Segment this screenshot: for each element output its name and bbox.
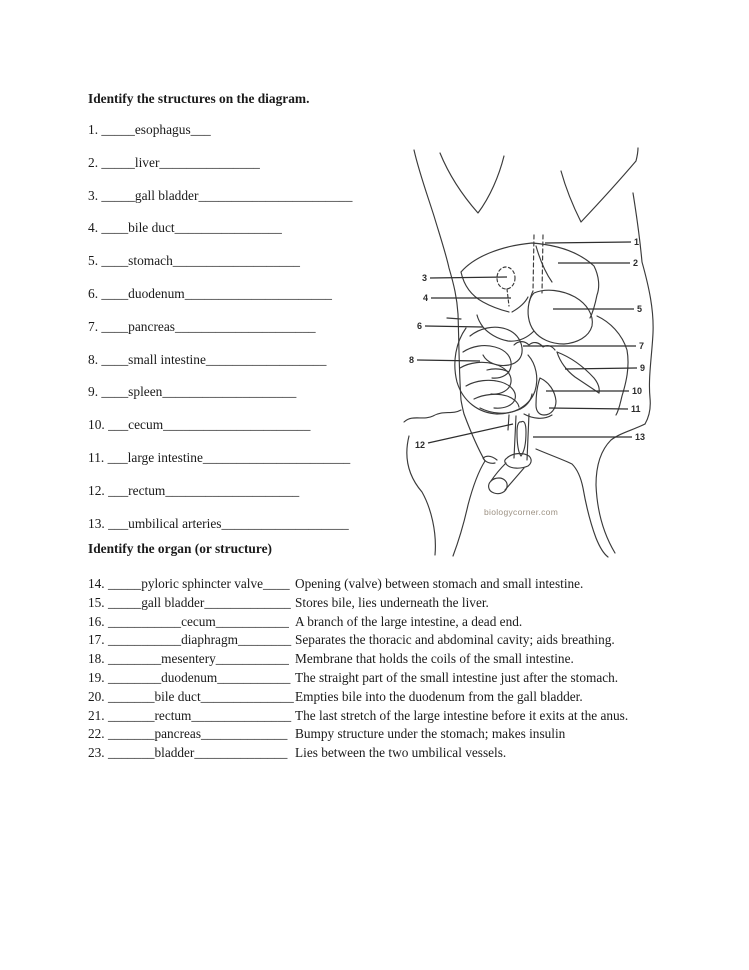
small-intestine-coils: [455, 327, 537, 414]
organ-row-21: [88, 709, 628, 728]
answer-19: 19. ________duodenum___________: [88, 669, 291, 685]
organ-row-20: [88, 690, 628, 709]
organ-question-list: [88, 577, 628, 765]
watermark-text: biologycorner.com: [484, 507, 559, 517]
question-4: 4. ____bile duct________________: [88, 220, 282, 236]
organ-row-23: [88, 746, 628, 765]
hind-legs-outline: [404, 410, 645, 557]
answer-22: 22. _______pancreas_____________: [88, 726, 288, 742]
cecum-outline: [536, 378, 556, 415]
answer-17: 17. ___________diaphragm________: [88, 632, 292, 648]
organ-row-16: [88, 615, 628, 634]
question-9: 9. ____spleen____________________: [88, 384, 297, 400]
description-15: Stores bile, lies underneath the liver.: [295, 594, 489, 610]
diagram-label-2: 2: [633, 258, 639, 268]
question-1: 1. _____esophagus___: [88, 122, 211, 137]
description-19: The straight part of the small intestine just after the stomach.: [295, 669, 619, 685]
diagram-label-6: 6: [416, 321, 422, 331]
spleen-outline: [557, 352, 599, 393]
answer-18: 18. ________mesentery___________: [88, 651, 289, 667]
diagram-label-9: 9: [640, 363, 646, 373]
organ-row-22: [88, 727, 628, 746]
description-17: Separates the thoracic and abdominal cavity; aids breathing.: [295, 632, 615, 648]
question-2: 2. _____liver_______________: [88, 154, 260, 170]
description-20: Empties bile into the duodenum from the gall bladder.: [295, 688, 583, 704]
fetal-pig-dissection-diagram: [398, 140, 698, 565]
diagram-label-3: 3: [421, 273, 427, 283]
organ-row-15: [88, 596, 628, 615]
question-3: 3. _____gall bladder_______________________: [88, 187, 353, 203]
organ-row-14: [88, 577, 628, 596]
question-12: 12. ___rectum____________________: [88, 482, 300, 498]
section1-heading: Identify the structures on the diagram.: [88, 91, 310, 106]
stomach-outline: [528, 290, 592, 344]
question-5: 5. ____stomach___________________: [88, 253, 301, 269]
organ-row-17: [88, 633, 628, 652]
diagram-label-13: 13: [635, 432, 646, 442]
diagram-label-10: 10: [632, 386, 643, 396]
question-7: 7. ____pancreas_____________________: [88, 318, 316, 334]
description-18: Membrane that holds the coils of the small intestine.: [295, 651, 574, 667]
answer-23: 23. _______bladder______________: [88, 745, 288, 761]
umbilical-region-outline: [483, 414, 531, 494]
answer-21: 21. _______rectum_______________: [88, 707, 292, 723]
diagram-label-4: 4: [422, 293, 428, 303]
question-11: 11. ___large intestine______________________: [88, 449, 351, 465]
diagram-label-1: 1: [634, 237, 640, 247]
description-23: Lies between the two umbilical vessels.: [295, 745, 507, 761]
description-16: A branch of the large intestine, a dead end.: [295, 613, 523, 629]
description-14: Opening (valve) between stomach and small intestine.: [295, 576, 584, 591]
diagram-label-12: 12: [414, 440, 425, 450]
organ-row-18: [88, 652, 628, 671]
diagram-label-8: 8: [408, 355, 414, 365]
liver-outline: [461, 243, 599, 318]
diagram-label-11: 11: [631, 404, 641, 414]
question-13: 13. ___umbilical arteries___________________: [88, 515, 349, 531]
description-22: Bumpy structure under the stomach; makes insulin: [295, 726, 566, 742]
answer-15: 15. _____gall bladder_____________: [88, 594, 291, 610]
structure-question-list: [88, 123, 352, 549]
answer-16: 16. ___________cecum___________: [88, 613, 289, 629]
organ-row-19: [88, 671, 628, 690]
diagram-label-7: 7: [639, 341, 645, 351]
question-10: 10. ___cecum______________________: [88, 417, 311, 433]
section2-heading: Identify the organ (or structure): [88, 541, 272, 556]
gall-bladder-outline: [497, 267, 515, 306]
diagram-label-5: 5: [637, 304, 643, 314]
answer-14: 14. _____pyloric sphincter valve____: [88, 576, 290, 591]
question-8: 8. ____small intestine__________________: [88, 351, 327, 367]
question-6: 6. ____duodenum______________________: [88, 285, 332, 301]
answer-20: 20. _______bile duct______________: [88, 688, 294, 704]
description-21: The last stretch of the large intestine before it exits at the anus.: [295, 707, 629, 723]
